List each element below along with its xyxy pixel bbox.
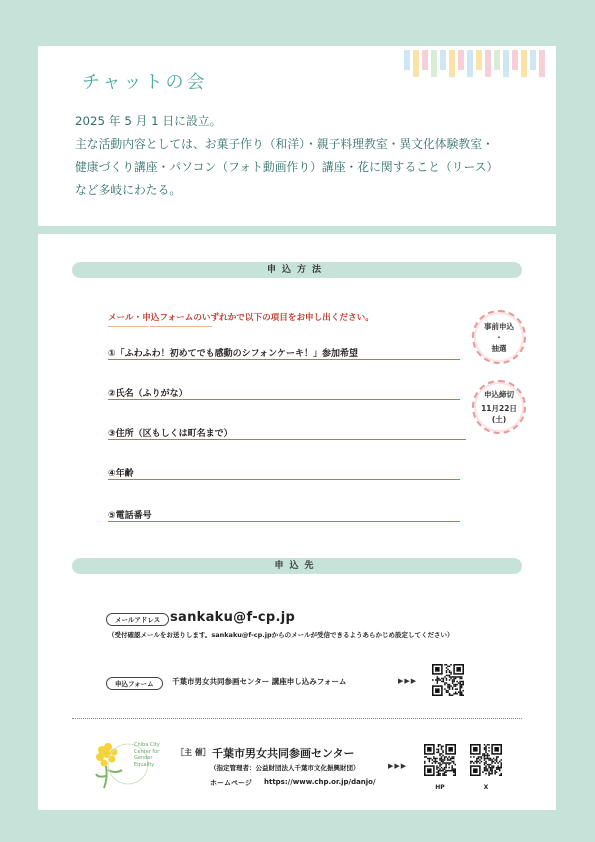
- badge-line: 11月22日(土): [481, 404, 517, 424]
- badge-advance-lottery: [472, 310, 526, 364]
- flag: [440, 50, 446, 70]
- intro-description: [75, 110, 545, 202]
- intro-line: など多岐にわたる。: [75, 183, 182, 197]
- badge-line: 申込締切: [484, 390, 514, 399]
- logo-text: [134, 742, 164, 768]
- organizer-manager: （指定管理者：公益財団法人千葉市文化振興財団）: [210, 764, 360, 772]
- form-item-1: ①「ふわふわ！初めてでも感動のシフォンケーキ！」参加希望: [108, 342, 460, 360]
- application-card: [38, 234, 556, 810]
- flag: [467, 50, 473, 77]
- badge-deadline: [472, 380, 526, 434]
- organizer-name: 千葉市男女共同参画センター: [212, 747, 355, 760]
- badge-line: ・: [495, 332, 503, 342]
- flag: [431, 50, 437, 77]
- email-tag: メールアドレス: [106, 613, 169, 626]
- homepage-label: ホームページ: [210, 779, 252, 787]
- intro-line: 主な活動内容としては、お菓子作り（和洋）・親子料理教室・異文化体験教室・: [75, 137, 494, 151]
- form-item-2: ②氏名（ふりがな）: [108, 382, 460, 400]
- form-item-5: ⑤電話番号: [108, 504, 460, 522]
- page-title: チャットの会: [82, 72, 208, 93]
- intro-card: [38, 46, 556, 226]
- logo-line: Gender: [134, 755, 153, 761]
- badge-line: 事前申込: [484, 321, 514, 331]
- qr-caption-hp: HP: [435, 784, 445, 791]
- badge-line: 抽選: [491, 343, 507, 353]
- email-note: （受付確認メールをお送りします。sankaku@f-cp.jpからのメールが受信できるようあらかじめ設定してください）: [108, 631, 454, 639]
- divider: [72, 718, 522, 719]
- intro-line: 2025 年 5 月 1 日に設立。: [75, 114, 222, 128]
- flag: [422, 50, 428, 70]
- logo-line: Chiba City: [134, 742, 160, 748]
- application-form-link[interactable]: 千葉市男女共同参画センター 講座申し込みフォーム: [172, 677, 347, 686]
- form-tag: 申込フォーム: [106, 677, 163, 690]
- instruction-underline: [108, 326, 148, 327]
- flag: [404, 50, 410, 70]
- form-item-3: ③住所（区もしくは町名まで）: [108, 422, 466, 440]
- flag: [449, 50, 455, 77]
- flag: [503, 50, 509, 77]
- intro-line: 健康づくり講座・パソコン（フォト動画作り）講座・花に関すること（リース）: [75, 160, 499, 174]
- flag: [485, 50, 491, 77]
- flag: [476, 50, 482, 70]
- form-qr-code-icon[interactable]: [432, 664, 464, 696]
- qr-caption-x: X: [483, 784, 489, 791]
- arrow-icon: ▶▶▶: [398, 677, 418, 685]
- flag: [413, 50, 419, 77]
- form-item-4: ④年齢: [108, 462, 460, 480]
- organizer-tag: ［主 催］: [176, 748, 211, 757]
- homepage-url-link[interactable]: https://www.chp.or.jp/danjo/: [264, 778, 376, 786]
- instruction-text: メール・申込フォームのいずれかで以下の項目をお申し出ください。: [108, 313, 374, 323]
- flag: [494, 50, 500, 70]
- flag: [530, 50, 536, 70]
- logo-line: Center for: [134, 748, 160, 755]
- x-qr-code-icon[interactable]: [470, 744, 502, 776]
- flag: [539, 50, 545, 77]
- email-address-link[interactable]: sankaku@f-cp.jp: [170, 610, 296, 625]
- destination-heading: 申込先: [72, 558, 522, 574]
- flag: [512, 50, 518, 70]
- flag: [521, 50, 527, 77]
- homepage-qr-code-icon[interactable]: [424, 744, 456, 776]
- decorative-flags: [402, 50, 552, 94]
- flag: [458, 50, 464, 70]
- arrow-icon: ▶▶▶: [388, 762, 408, 770]
- logo-line: Equality: [134, 761, 155, 768]
- method-heading: 申込方法: [72, 262, 522, 278]
- instruction-underline: [150, 326, 212, 327]
